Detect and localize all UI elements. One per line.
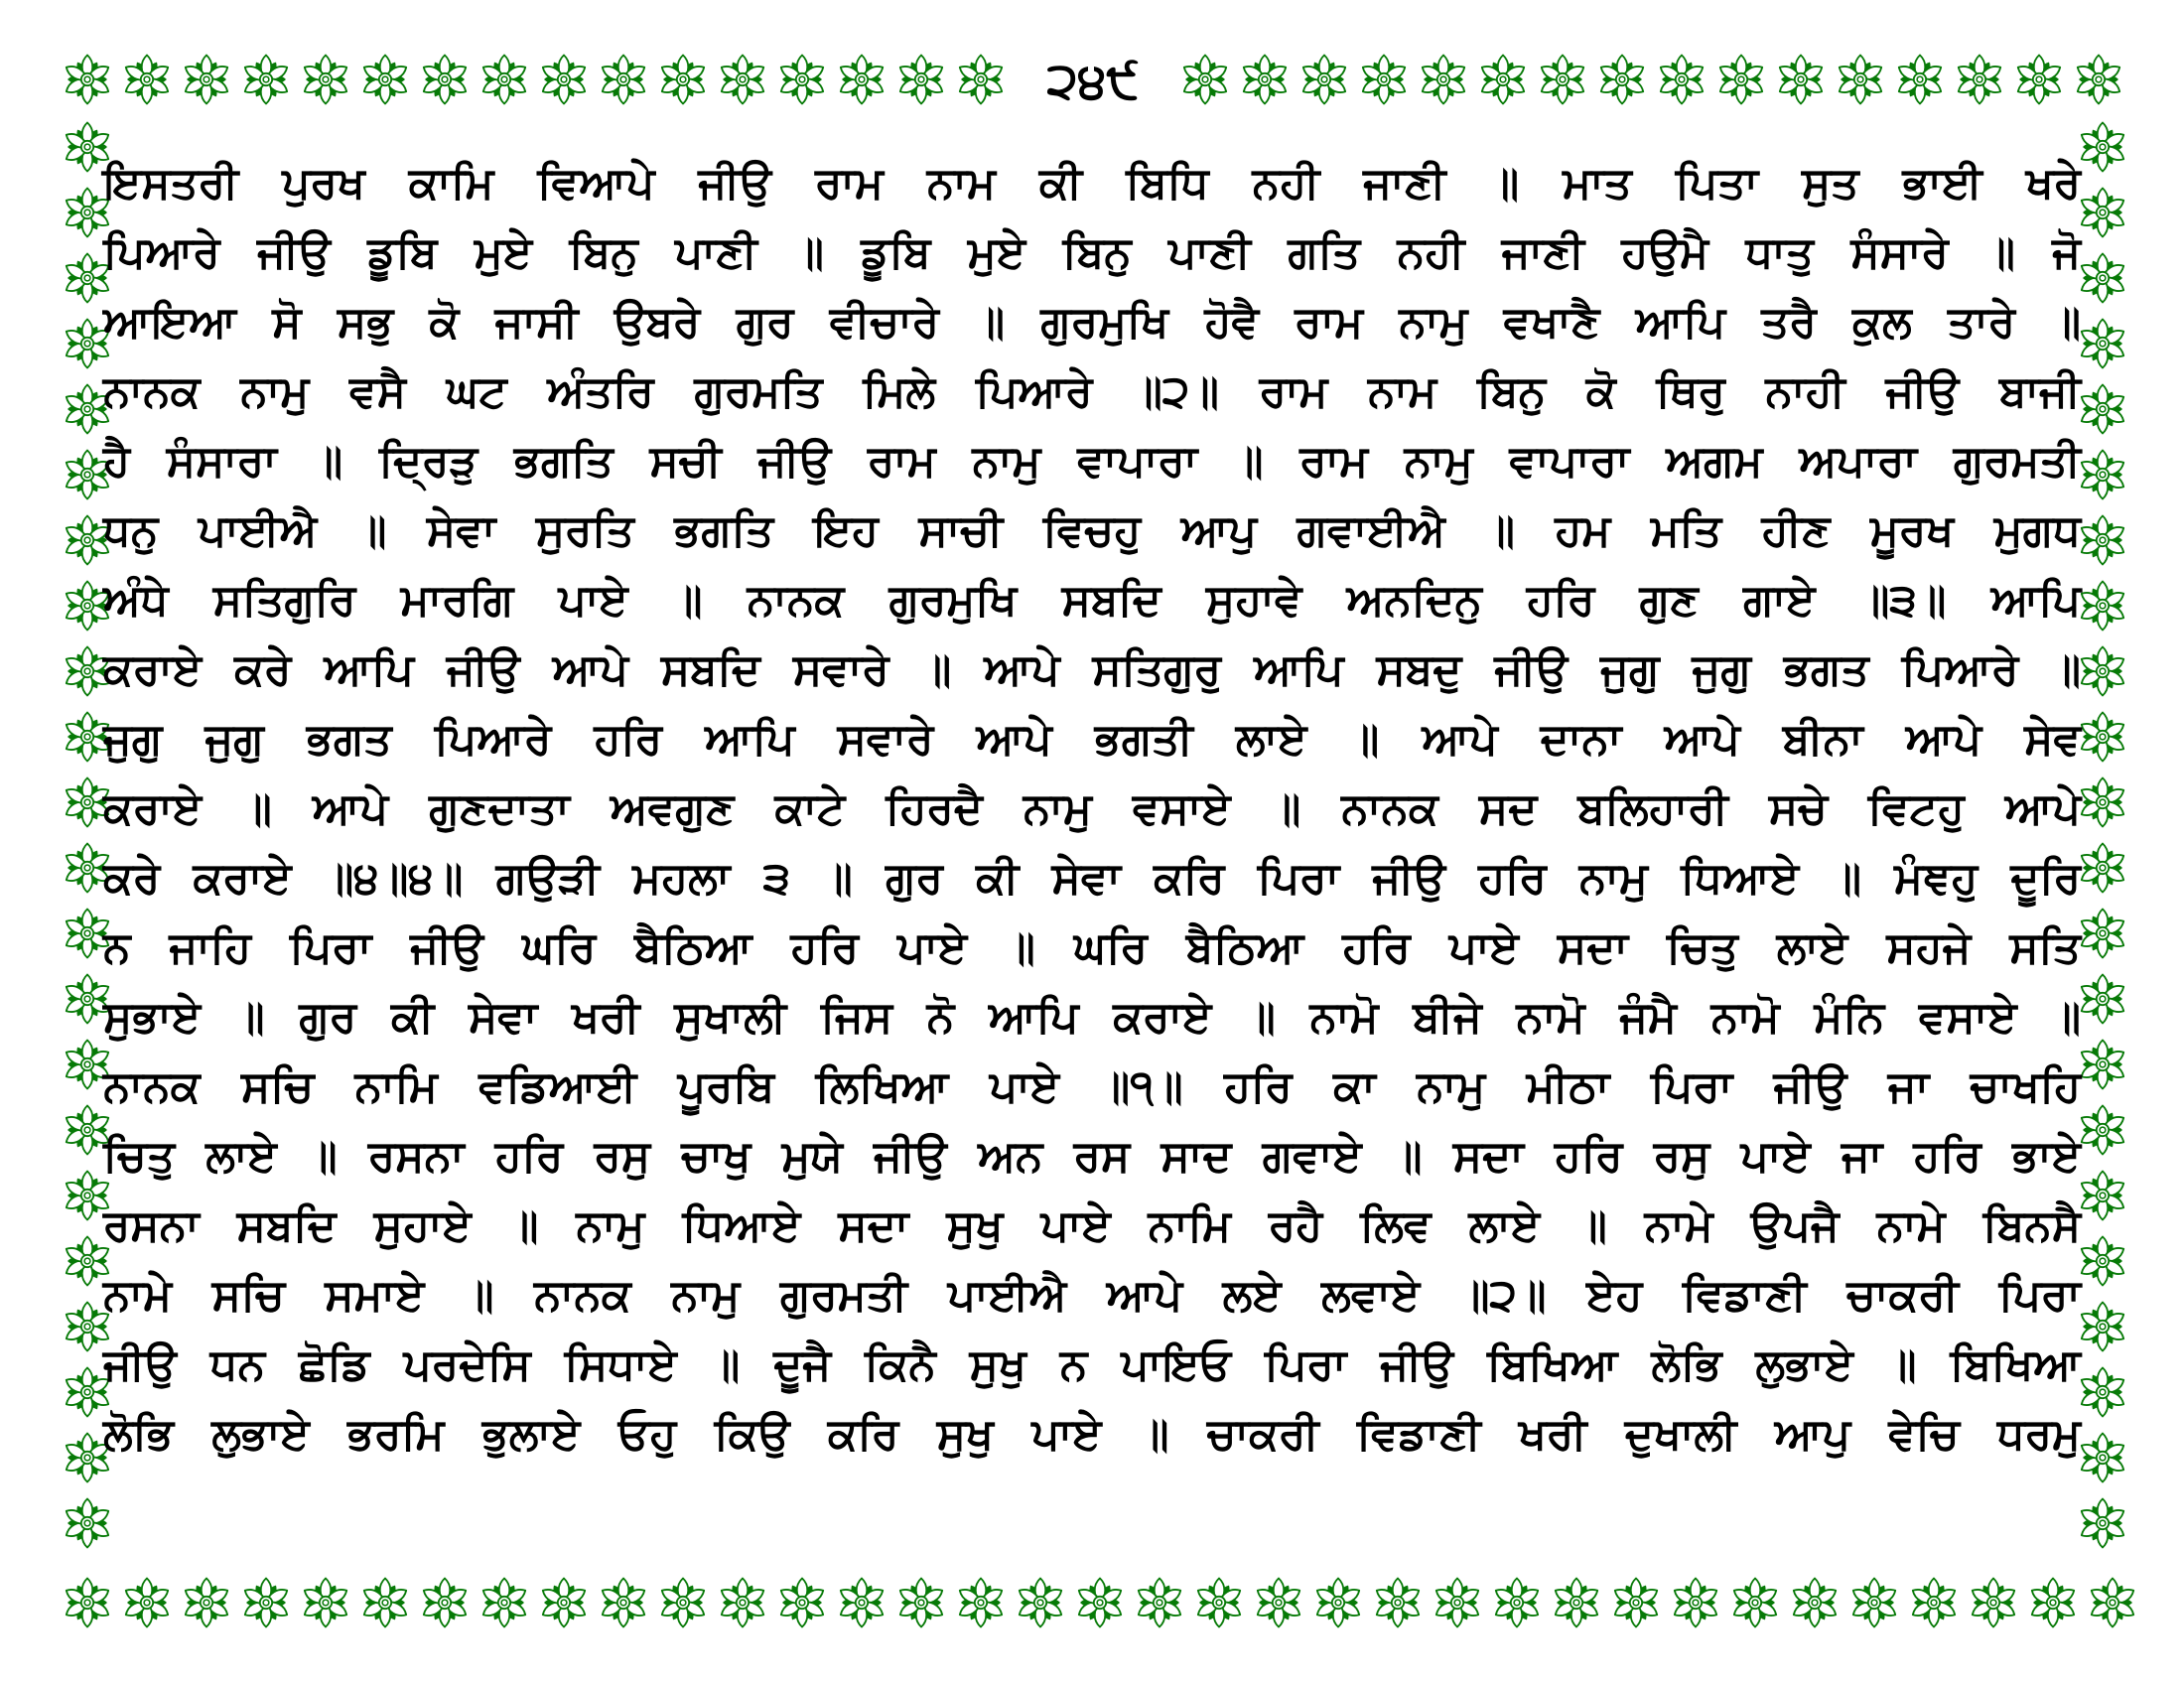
- flower-icon: [179, 52, 234, 107]
- flower-icon: [2075, 774, 2130, 830]
- flower-icon: [477, 1575, 532, 1630]
- flower-icon: [1430, 1575, 1485, 1630]
- flower-icon: [417, 1575, 473, 1630]
- flower-icon: [2075, 119, 2130, 175]
- flower-icon: [596, 1575, 651, 1630]
- flower-icon: [536, 1575, 592, 1630]
- flower-icon: [2075, 1233, 2130, 1289]
- flower-icon: [2075, 512, 2130, 568]
- flower-icon: [1906, 1575, 1962, 1630]
- text-line: ਜੀਉ ਧਨ ਛੋਡਿ ਪਰਦੇਸਿ ਸਿਧਾਏ ॥ ਦੂਜੈ ਕਿਨੈ ਸੁਖੁ ਨ ਪਾਇਓ ਪਿਰਾ ਜੀਉ ਬਿਖਿਆ ਲੋਭਿ ਲੁਭਾਏ ॥ ਬਿਖਿਆ: [103, 1340, 2081, 1389]
- flower-icon: [60, 1495, 115, 1551]
- text-line: ਸੁਭਾਏ ॥ ਗੁਰ ਕੀ ਸੇਵਾ ਖਰੀ ਸੁਖਾਲੀ ਜਿਸ ਨੋ ਆਪਿ ਕਰਾਏ ॥ ਨਾਮੋ ਬੀਜੇ ਨਾਮੋ ਜੰਮੈ ਨਾਮੋ ਮੰਨਿ ਵਸਾਏ ॥: [103, 993, 2081, 1042]
- flower-icon: [357, 1575, 413, 1630]
- flower-icon: [2075, 1299, 2130, 1354]
- flower-icon: [477, 52, 532, 107]
- flower-icon: [1191, 1575, 1247, 1630]
- flower-icon: [1475, 52, 1531, 107]
- flower-icon: [2075, 1495, 2130, 1551]
- flower-icon: [1966, 1575, 2021, 1630]
- flower-icon: [2075, 447, 2130, 502]
- flower-icon: [2075, 1364, 2130, 1420]
- flower-icon: [119, 1575, 175, 1630]
- flower-icon: [238, 1575, 294, 1630]
- flower-icon: [1489, 1575, 1545, 1630]
- flower-icon: [2075, 971, 2130, 1027]
- flower-icon: [2075, 643, 2130, 699]
- flower-icon: [1787, 1575, 1843, 1630]
- flower-icon: [1013, 1575, 1068, 1630]
- flower-icon: [1416, 52, 1471, 107]
- flower-icon: [298, 1575, 353, 1630]
- flower-icon: [2075, 1102, 2130, 1158]
- flower-icon: [655, 52, 711, 107]
- flower-icon: [1237, 52, 1293, 107]
- flower-icon: [2071, 52, 2126, 107]
- flower-icon: [298, 52, 353, 107]
- border-top-right: [1177, 52, 2126, 107]
- flower-icon: [596, 52, 651, 107]
- flower-icon: [715, 52, 770, 107]
- flower-icon: [2075, 381, 2130, 437]
- flower-icon: [953, 1575, 1009, 1630]
- flower-icon: [1370, 1575, 1426, 1630]
- text-line: ਜੁਗੁ ਜੁਗੁ ਭਗਤ ਪਿਆਰੇ ਹਰਿ ਆਪਿ ਸਵਾਰੇ ਆਪੇ ਭਗਤੀ ਲਾਏ ॥ ਆਪੇ ਦਾਨਾ ਆਪੇ ਬੀਨਾ ਆਪੇ ਸੇਵ: [103, 715, 2081, 764]
- flower-icon: [1668, 1575, 1723, 1630]
- flower-icon: [1535, 52, 1590, 107]
- text-line: ਕਰਾਏ ਕਰੇ ਆਪਿ ਜੀਉ ਆਪੇ ਸਬਦਿ ਸਵਾਰੇ ॥ ਆਪੇ ਸਤਿਗੁਰੁ ਆਪਿ ਸਬਦੁ ਜੀਉ ਜੁਗੁ ਜੁਗੁ ਭਗਤ ਪਿਆਰੇ ॥: [103, 645, 2081, 694]
- flower-icon: [1654, 52, 1709, 107]
- text-line: ਨਾਨਕ ਸਚਿ ਨਾਮਿ ਵਡਿਆਈ ਪੂਰਬਿ ਲਿਖਿਆ ਪਾਏ ॥੧॥ ਹਰਿ ਕਾ ਨਾਮੁ ਮੀਠਾ ਪਿਰਾ ਜੀਉ ਜਾ ਚਾਖਹਿ: [103, 1062, 2081, 1111]
- flower-icon: [1594, 52, 1650, 107]
- flower-icon: [893, 52, 949, 107]
- flower-icon: [1356, 52, 1412, 107]
- text-line: ਰਸਨਾ ਸਬਦਿ ਸੁਹਾਏ ॥ ਨਾਮੁ ਧਿਆਏ ਸਦਾ ਸੁਖੁ ਪਾਏ ਨਾਮਿ ਰਹੈ ਲਿਵ ਲਾਏ ॥ ਨਾਮੇ ਉਪਜੈ ਨਾਮੇ ਬਿਨਸੈ: [103, 1201, 2081, 1250]
- flower-icon: [536, 52, 592, 107]
- flower-icon: [357, 52, 413, 107]
- scripture-text: [103, 149, 2081, 1470]
- border-bottom: [60, 1575, 2140, 1630]
- flower-icon: [774, 52, 830, 107]
- flower-icon: [2075, 250, 2130, 306]
- flower-icon: [834, 52, 889, 107]
- flower-icon: [1892, 52, 1948, 107]
- flower-icon: [2075, 1037, 2130, 1092]
- flower-icon: [953, 52, 1009, 107]
- text-line: ਨ ਜਾਹਿ ਪਿਰਾ ਜੀਉ ਘਰਿ ਬੈਠਿਆ ਹਰਿ ਪਾਏ ॥ ਘਰਿ ਬੈਠਿਆ ਹਰਿ ਪਾਏ ਸਦਾ ਚਿਤੁ ਲਾਏ ਸਹਜੇ ਸਤਿ: [103, 923, 2081, 972]
- flower-icon: [179, 1575, 234, 1630]
- flower-icon: [1713, 52, 1769, 107]
- flower-icon: [893, 1575, 949, 1630]
- flower-icon: [1773, 52, 1829, 107]
- flower-icon: [2075, 1430, 2130, 1485]
- text-line: ਇਸਤਰੀ ਪੁਰਖ ਕਾਮਿ ਵਿਆਪੇ ਜੀਉ ਰਾਮ ਨਾਮ ਕੀ ਬਿਧਿ ਨਹੀ ਜਾਣੀ ॥ ਮਾਤ ਪਿਤਾ ਸੁਤ ਭਾਈ ਖਰੇ: [103, 159, 2081, 208]
- flower-icon: [1833, 52, 1888, 107]
- flower-icon: [1251, 1575, 1306, 1630]
- flower-icon: [1952, 52, 2007, 107]
- text-line: ਹੈ ਸੰਸਾਰਾ ॥ ਦ੍ਰਿੜੁ ਭਗਤਿ ਸਚੀ ਜੀਉ ਰਾਮ ਨਾਮੁ ਵਾਪਾਰਾ ॥ ਰਾਮ ਨਾਮੁ ਵਾਪਾਰਾ ਅਗਮ ਅਪਾਰਾ ਗੁਰਮਤੀ: [103, 437, 2081, 486]
- border-right: [2075, 119, 2130, 1551]
- flower-icon: [834, 1575, 889, 1630]
- flower-icon: [417, 52, 473, 107]
- flower-icon: [774, 1575, 830, 1630]
- text-line: ਲੋਭਿ ਲੁਭਾਏ ਭਰਮਿ ਭੁਲਾਏ ਓਹੁ ਕਿਉ ਕਰਿ ਸੁਖੁ ਪਾਏ ॥ ਚਾਕਰੀ ਵਿਡਾਣੀ ਖਰੀ ਦੁਖਾਲੀ ਆਪੁ ਵੇਚਿ ਧਰਮੁ: [103, 1410, 2081, 1459]
- flower-icon: [2011, 52, 2067, 107]
- flower-icon: [1846, 1575, 1902, 1630]
- flower-icon: [1549, 1575, 1604, 1630]
- flower-icon: [1310, 1575, 1366, 1630]
- flower-icon: [1297, 52, 1352, 107]
- flower-icon: [1608, 1575, 1664, 1630]
- text-line: ਧਨੁ ਪਾਈਐ ॥ ਸੇਵਾ ਸੁਰਤਿ ਭਗਤਿ ਇਹ ਸਾਚੀ ਵਿਚਹੁ ਆਪੁ ਗਵਾਈਐ ॥ ਹਮ ਮਤਿ ਹੀਣ ਮੂਰਖ ਮੁਗਧ: [103, 506, 2081, 555]
- text-line: ਕਰੇ ਕਰਾਏ ॥੪॥੪॥ ਗਉੜੀ ਮਹਲਾ ੩ ॥ ਗੁਰ ਕੀ ਸੇਵਾ ਕਰਿ ਪਿਰਾ ਜੀਉ ਹਰਿ ਨਾਮੁ ਧਿਆਏ ॥ ਮੰਞਹੁ ਦੂਰਿ: [103, 854, 2081, 903]
- flower-icon: [1132, 1575, 1187, 1630]
- flower-icon: [119, 52, 175, 107]
- flower-icon: [2075, 1168, 2130, 1223]
- flower-icon: [60, 1575, 115, 1630]
- text-line: ਨਾਮੇ ਸਚਿ ਸਮਾਏ ॥ ਨਾਨਕ ਨਾਮੁ ਗੁਰਮਤੀ ਪਾਈਐ ਆਪੇ ਲਏ ਲਵਾਏ ॥੨॥ ਏਹ ਵਿਡਾਣੀ ਚਾਕਰੀ ਪਿਰਾ: [103, 1271, 2081, 1320]
- flower-icon: [2075, 578, 2130, 633]
- flower-icon: [2025, 1575, 2081, 1630]
- text-line: ਕਰਾਏ ॥ ਆਪੇ ਗੁਣਦਾਤਾ ਅਵਗੁਣ ਕਾਟੇ ਹਿਰਦੈ ਨਾਮੁ ਵਸਾਏ ॥ ਨਾਨਕ ਸਦ ਬਲਿਹਾਰੀ ਸਚੇ ਵਿਟਹੁ ਆਪੇ: [103, 784, 2081, 833]
- flower-icon: [60, 52, 115, 107]
- text-line: ਅੰਧੇ ਸਤਿਗੁਰਿ ਮਾਰਗਿ ਪਾਏ ॥ ਨਾਨਕ ਗੁਰਮੁਖਿ ਸਬਦਿ ਸੁਹਾਵੇ ਅਨਦਿਨੁ ਹਰਿ ਗੁਣ ਗਾਏ ॥੩॥ ਆਪਿ: [103, 576, 2081, 625]
- flower-icon: [1177, 52, 1233, 107]
- flower-icon: [2075, 906, 2130, 961]
- text-line: ਪਿਆਰੇ ਜੀਉ ਡੂਬਿ ਮੁਏ ਬਿਨੁ ਪਾਣੀ ॥ ਡੂਬਿ ਮੁਏ ਬਿਨੁ ਪਾਣੀ ਗਤਿ ਨਹੀ ਜਾਣੀ ਹਉਮੈ ਧਾਤੁ ਸੰਸਾਰੇ ॥ ਜੋ: [103, 228, 2081, 277]
- flower-icon: [1727, 1575, 1783, 1630]
- text-line: ਚਿਤੁ ਲਾਏ ॥ ਰਸਨਾ ਹਰਿ ਰਸੁ ਚਾਖੁ ਮੁਯੇ ਜੀਉ ਅਨ ਰਸ ਸਾਦ ਗਵਾਏ ॥ ਸਦਾ ਹਰਿ ਰਸੁ ਪਾਏ ਜਾ ਹਰਿ ਭਾਏ: [103, 1132, 2081, 1181]
- flower-icon: [2075, 185, 2130, 240]
- flower-icon: [2075, 316, 2130, 371]
- flower-icon: [2075, 709, 2130, 765]
- page-number: ੨੪੯: [1046, 53, 1140, 108]
- flower-icon: [1072, 1575, 1128, 1630]
- text-line: ਆਇਆ ਸੋ ਸਭੁ ਕੋ ਜਾਸੀ ਉਬਰੇ ਗੁਰ ਵੀਚਾਰੇ ॥ ਗੁਰਮੁਖਿ ਹੋਵੈ ਰਾਮ ਨਾਮੁ ਵਖਾਣੈ ਆਪਿ ਤਰੈ ਕੁਲ ਤਾਰੇ ॥: [103, 298, 2081, 347]
- border-top-left: [60, 52, 1009, 107]
- flower-icon: [655, 1575, 711, 1630]
- flower-icon: [238, 52, 294, 107]
- flower-icon: [2075, 840, 2130, 896]
- text-line: ਨਾਨਕ ਨਾਮੁ ਵਸੈ ਘਟ ਅੰਤਰਿ ਗੁਰਮਤਿ ਮਿਲੇ ਪਿਆਰੇ ॥੨॥ ਰਾਮ ਨਾਮ ਬਿਨੁ ਕੋ ਥਿਰੁ ਨਾਹੀ ਜੀਉ ਬਾਜੀ: [103, 367, 2081, 416]
- flower-icon: [2085, 1575, 2140, 1630]
- flower-icon: [715, 1575, 770, 1630]
